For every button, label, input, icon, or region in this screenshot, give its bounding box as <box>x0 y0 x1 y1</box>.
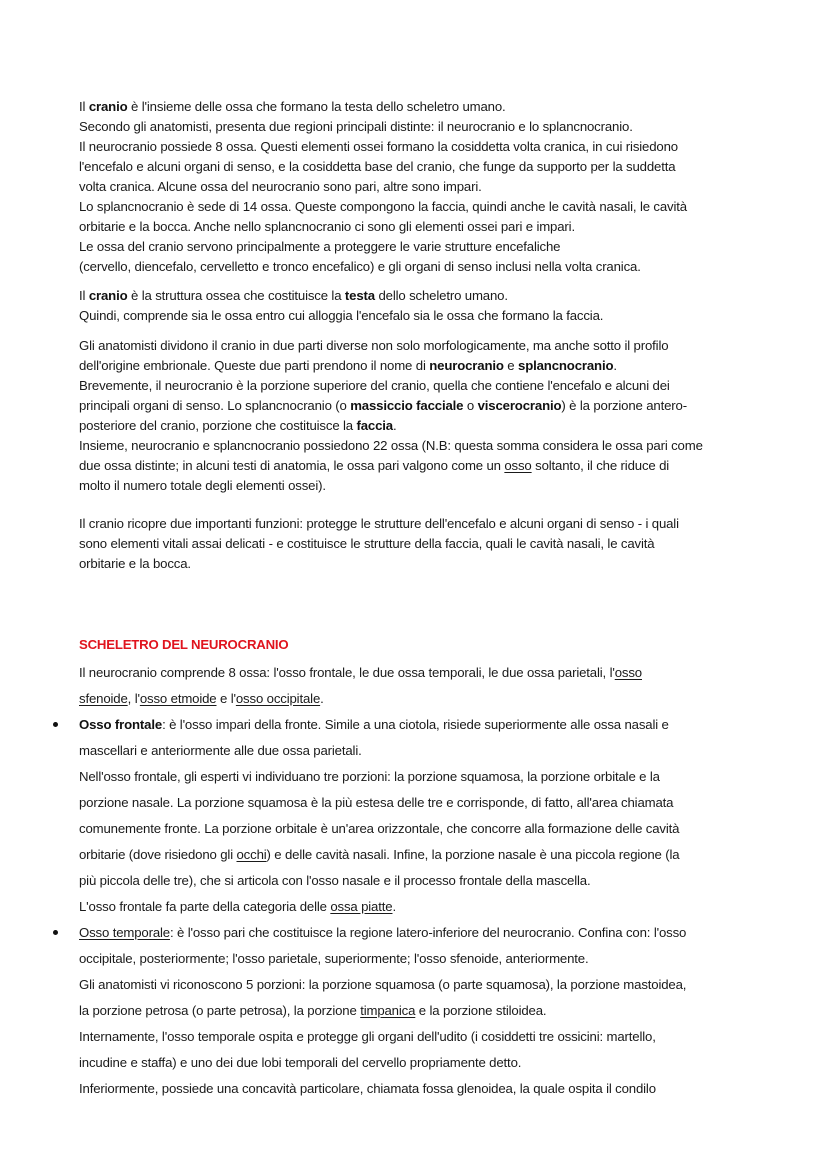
text-line: Osso temporale: è l'osso pari che costituisce la regione latero-inferiore del neurocranio. Confina con: l'osso <box>79 925 687 940</box>
definition-paragraph <box>79 286 759 326</box>
text-line: Insieme, neurocranio e splancnocranio possiedono 22 ossa (N.B: questa somma considera le ossa pari come <box>79 438 703 453</box>
text-line: Nell'osso frontale, gli esperti vi individuano tre porzioni: la porzione squamosa, la porzione orbitale e la <box>79 769 660 784</box>
text-line: Il cranio è la struttura ossea che costituisce la testa dello scheletro umano. <box>79 288 508 303</box>
neurocranio-section <box>79 660 759 1102</box>
text-line: principali organi di senso. Lo splancnocranio (o massiccio facciale o viscerocranio) è la porzione antero- <box>79 398 687 413</box>
text-line: orbitarie e la bocca. Anche nello splancnocranio ci sono gli elementi ossei pari e impari. <box>79 219 575 234</box>
link-osso-sfenoide[interactable]: osso <box>614 665 642 680</box>
text-line: porzione nasale. La porzione squamosa è la più estesa delle tre e corrisponde, di fatto, all'area chiamata <box>79 795 674 810</box>
intro-paragraph <box>79 97 759 277</box>
text-line: mascellari e anteriormente alle due ossa parietali. <box>79 743 362 758</box>
text-line: sono elementi vitali assai delicati - e costituisce le strutture della faccia, quali le cavità nasali, le cavità <box>79 536 655 551</box>
link-timpanica[interactable]: timpanica <box>360 1003 416 1018</box>
link-sfenoide[interactable]: sfenoide <box>79 691 128 706</box>
text-line: volta cranica. Alcune ossa del neurocranio sono pari, altre sono impari. <box>79 179 482 194</box>
link-osso-etmoide[interactable]: osso etmoide <box>139 691 217 706</box>
text-line: orbitarie (dove risiedono gli occhi) e delle cavità nasali. Infine, la porzione nasale è una piccola regione (la <box>79 847 680 862</box>
text-line: Il neurocranio comprende 8 ossa: l'osso frontale, le due ossa temporali, le due ossa parietali, l'osso <box>79 665 642 680</box>
section-heading: SCHELETRO DEL NEUROCRANIO <box>79 637 289 652</box>
text-line: Gli anatomisti dividono il cranio in due parti diverse non solo morfologicamente, ma anche sotto il profilo <box>79 338 669 353</box>
text-line: molto il numero totale degli elementi ossei). <box>79 478 326 493</box>
text-line: Secondo gli anatomisti, presenta due regioni principali distinte: il neurocranio e lo splancnocranio. <box>79 119 633 134</box>
text-line: Gli anatomisti vi riconoscono 5 porzioni: la porzione squamosa (o parte squamosa), la porzione mastoidea, <box>79 977 687 992</box>
text-line: comunemente fronte. La porzione orbitale è un'area orizzontale, che concorre alla formazione delle cavità <box>79 821 680 836</box>
text-line: più piccola delle tre), che si articola con l'osso nasale e il processo frontale della mascella. <box>79 873 591 888</box>
link-osso-temporale[interactable]: Osso temporale <box>79 925 170 940</box>
text-line: orbitarie e la bocca. <box>79 556 191 571</box>
text-line: Quindi, comprende sia le ossa entro cui alloggia l'encefalo sia le ossa che formano la faccia. <box>79 308 604 323</box>
text-line: dell'origine embrionale. Queste due parti prendono il nome di neurocranio e splancnocranio. <box>79 358 617 373</box>
text-line: sfenoide, l'osso etmoide e l'osso occipitale. <box>79 691 324 706</box>
link-occhi[interactable]: occhi <box>236 847 267 862</box>
list-item-osso-temporale <box>79 920 759 1102</box>
text-line: occipitale, posteriormente; l'osso parietale, superiormente; l'osso sfenoide, anteriormente. <box>79 951 589 966</box>
text-line: L'osso frontale fa parte della categoria delle ossa piatte. <box>79 899 396 914</box>
text-line: Il neurocranio possiede 8 ossa. Questi elementi ossei formano la cosiddetta volta cranica, in cui risiedono <box>79 139 678 154</box>
text-line: Il cranio ricopre due importanti funzioni: protegge le strutture dell'encefalo e alcuni organi di senso - i quali <box>79 516 679 531</box>
text-line: Il cranio è l'insieme delle ossa che formano la testa dello scheletro umano. <box>79 99 506 114</box>
functions-paragraph <box>79 514 759 574</box>
text-line: incudine e staffa) e uno dei due lobi temporali del cervello propriamente detto. <box>79 1055 522 1070</box>
text-line: Lo splancnocranio è sede di 14 ossa. Queste compongono la faccia, quindi anche le cavità nasali, le cavità <box>79 199 687 214</box>
text-line: Osso frontale: è l'osso impari della fronte. Simile a una ciotola, risiede superiormente alle ossa nasali e <box>79 717 669 732</box>
link-osso-occipitale[interactable]: osso occipitale <box>235 691 321 706</box>
list-item-osso-frontale <box>79 712 759 920</box>
text-line: Brevemente, il neurocranio è la porzione superiore del cranio, quella che contiene l'encefalo e alcuni dei <box>79 378 670 393</box>
text-line: posteriore del cranio, porzione che costituisce la faccia. <box>79 418 397 433</box>
bullet-icon <box>53 722 58 727</box>
text-line: l'encefalo e alcuni organi di senso, e la cosiddetta base del cranio, che funge da supporto per la suddetta <box>79 159 676 174</box>
text-line: (cervello, diencefalo, cervelletto e tronco encefalico) e gli organi di senso inclusi nella volta cranica. <box>79 259 641 274</box>
text-line: Le ossa del cranio servono principalmente a proteggere le varie strutture encefaliche <box>79 239 561 254</box>
document-page <box>79 97 759 1102</box>
text-line: Internamente, l'osso temporale ospita e protegge gli organi dell'udito (i cosiddetti tre ossicini: martello, <box>79 1029 656 1044</box>
bullet-icon <box>53 930 58 935</box>
text-line: Inferiormente, possiede una concavità particolare, chiamata fossa glenoidea, la quale ospita il condilo <box>79 1081 656 1096</box>
text-line: la porzione petrosa (o parte petrosa), la porzione timpanica e la porzione stiloidea. <box>79 1003 547 1018</box>
division-paragraph <box>79 336 759 496</box>
link-osso[interactable]: osso <box>504 458 532 473</box>
link-ossa-piatte[interactable]: ossa piatte <box>330 899 393 914</box>
text-line: due ossa distinte; in alcuni testi di anatomia, le ossa pari valgono come un osso soltanto, il che riduce di <box>79 458 670 473</box>
